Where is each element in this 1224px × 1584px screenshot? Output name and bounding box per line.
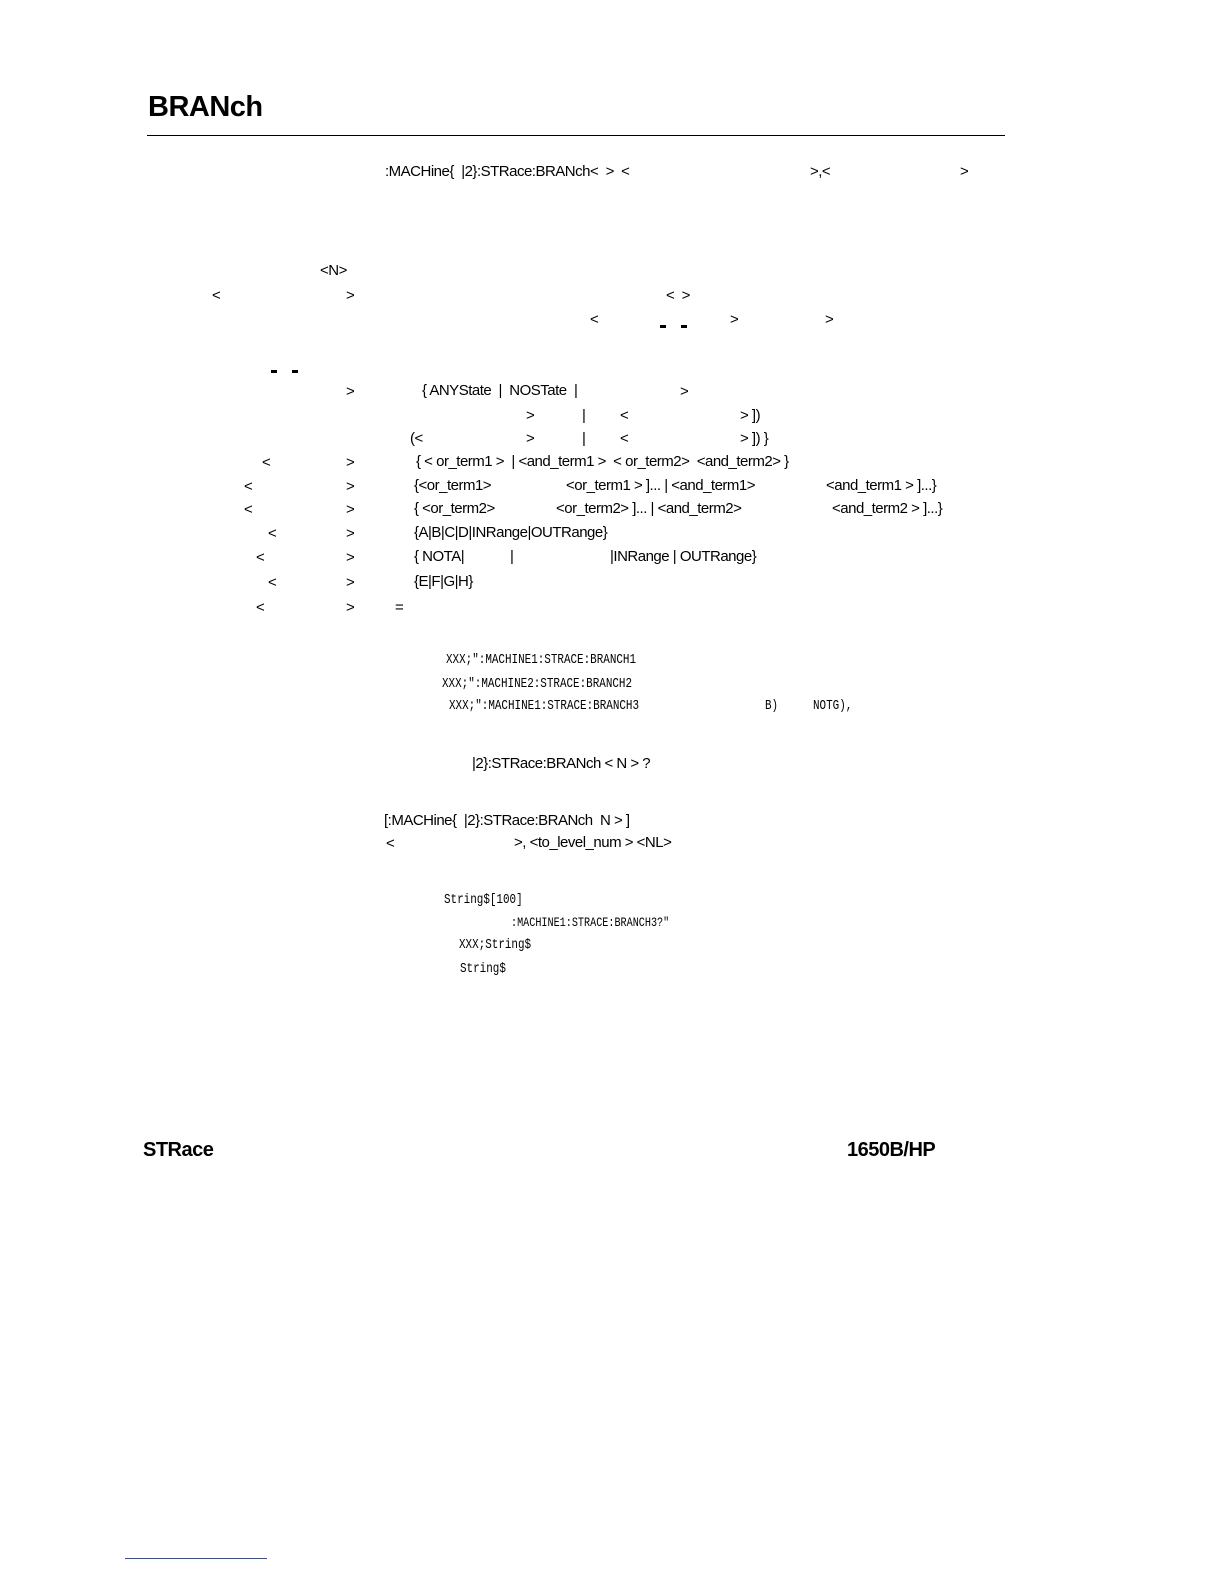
command-syntax: :MACHine{ |2}:STRace:BRANch< > < (385, 163, 630, 180)
param-row12-close: > (346, 599, 355, 616)
param-row3-states: { ANYState | NOSTate | (422, 382, 578, 399)
query-example-line: :MACHINE1:STRACE:BRANCH3?" (511, 915, 670, 930)
param-row2-close: > (730, 311, 739, 328)
param-row10-close: > (346, 549, 355, 566)
param-row11-close: > (346, 574, 355, 591)
param-row4-a: > (526, 407, 535, 424)
param-row10-open: < (256, 549, 265, 566)
param-row12-open: < (256, 599, 265, 616)
example-fragment: NOTG), (813, 698, 853, 714)
returned-format-line: [:MACHine{ |2}:STRace:BRANch N > ] (384, 812, 630, 829)
returned-format-line: >, <to_level_num > <NL> (514, 834, 672, 851)
param-row6-close: > (346, 454, 355, 471)
query-example-line: String$[100] (444, 892, 523, 908)
underscore-mark (660, 325, 666, 328)
returned-format-open: < (386, 835, 395, 852)
param-row10-value-b: | (510, 548, 514, 565)
param-row9-open: < (268, 525, 277, 542)
query-syntax: |2}:STRace:BRANch < N > ? (472, 755, 651, 772)
example-line: XXX;":MACHINE1:STRACE:BRANCH3 (449, 698, 640, 714)
param-row8-value-a: { <or_term2> (414, 500, 495, 517)
header-rule (147, 135, 1005, 136)
param-row7-open: < (244, 478, 253, 495)
param-row6-open: < (262, 454, 271, 471)
footer-product: 1650B/HP (847, 1139, 936, 1161)
param-row5-b: > (526, 430, 535, 447)
param-row5-d: < (620, 430, 629, 447)
param-row2-open: < (590, 311, 599, 328)
command-syntax-separator: >,< (810, 163, 831, 180)
example-line: XXX;":MACHINE1:STRACE:BRANCH1 (446, 652, 637, 668)
param-row1-open: < (212, 287, 221, 304)
underscore-mark (271, 370, 277, 373)
param-row10-value-a: { NOTA| (414, 548, 465, 565)
footer-section-name: STRace (143, 1139, 214, 1161)
param-row5-e: > ]) } (740, 430, 769, 447)
param-row7-value-a: {<or_term1> (414, 477, 492, 494)
param-row3-end: > (680, 383, 689, 400)
param-n: <N> (320, 262, 347, 279)
param-row5-a: (< (410, 430, 423, 447)
page-title: BRANch (148, 91, 263, 123)
param-row8-close: > (346, 501, 355, 518)
query-example-line: XXX;String$ (459, 937, 532, 953)
param-row4-b: | (582, 407, 586, 424)
param-row6-value: { < or_term1 > | <and_term1 > < or_term2> <and_term2> } (416, 453, 789, 470)
param-row5-c: | (582, 430, 586, 447)
param-row9-value: {A|B|C|D|INRange|OUTRange} (414, 524, 608, 541)
bottom-divider (125, 1558, 267, 1559)
param-row12-value: = (395, 599, 404, 616)
param-row9-close: > (346, 525, 355, 542)
param-row8-open: < (244, 501, 253, 518)
underscore-mark (681, 325, 687, 328)
example-line: XXX;":MACHINE2:STRACE:BRANCH2 (442, 676, 633, 692)
param-row1-n: < > (666, 287, 690, 304)
param-row7-value-b: <or_term1 > ]... | <and_term1> (566, 477, 756, 494)
param-row8-value-c: <and_term2 > ]...} (832, 500, 943, 517)
param-row7-close: > (346, 478, 355, 495)
param-row4-c: < (620, 407, 629, 424)
param-row11-value: {E|F|G|H} (414, 573, 473, 590)
param-row3-close: > (346, 383, 355, 400)
param-row4-d: > ]) (740, 407, 761, 424)
query-example-line: String$ (460, 961, 506, 977)
example-fragment: B) (765, 698, 779, 714)
param-row11-open: < (268, 574, 277, 591)
param-row1-close: > (346, 287, 355, 304)
param-row10-value-c: |INRange | OUTRange} (610, 548, 757, 565)
param-row8-value-b: <or_term2> ]... | <and_term2> (556, 500, 742, 517)
param-row7-value-c: <and_term1 > ]...} (826, 477, 937, 494)
param-row2-end: > (825, 311, 834, 328)
command-syntax-close: > (960, 163, 969, 180)
underscore-mark (292, 370, 298, 373)
